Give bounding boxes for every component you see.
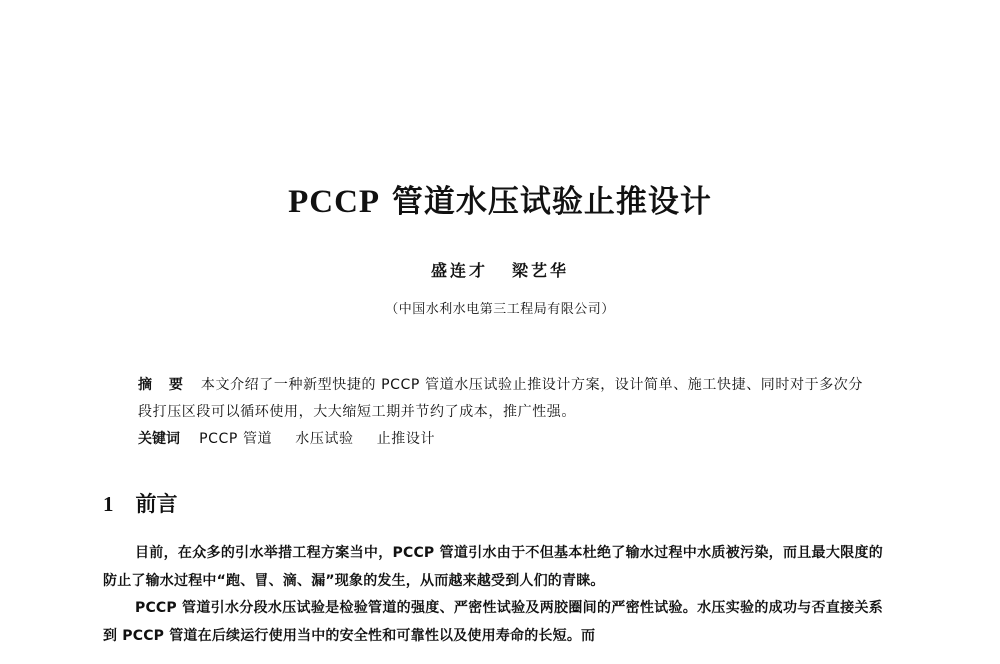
abstract: [138, 372, 866, 426]
title-latin: PCCP: [288, 184, 381, 220]
title-text: 管道水压试验止推设计: [391, 184, 712, 220]
authors: [0, 258, 1000, 281]
keyword: PCCP 管道: [199, 431, 273, 447]
author-name: 盛连才: [430, 261, 488, 280]
affiliation: （中国水利水电第三工程局有限公司）: [385, 302, 615, 317]
keywords-label: 关键词: [138, 431, 180, 447]
section-heading: [103, 488, 178, 518]
abstract-label: 摘 要: [138, 377, 189, 393]
author-name: 梁艺华: [512, 261, 570, 280]
abstract-text: 本文介绍了一种新型快捷的 PCCP 管道水压试验止推设计方案，设计简单、施工快捷、同时对于多次分段打压区段可以循环使用，大大缩短工期并节约了成本，推广性强。: [138, 377, 864, 420]
paragraph: PCCP 管道引水分段水压试验是检验管道的强度、严密性试验及两胶圈间的严密性试验。水压实验的成功与否直接关系到 PCCP 管道在后续运行使用当中的安全性和可靠性以及使用寿命的长短。而: [103, 600, 883, 644]
section-title: 前言: [135, 492, 178, 516]
keyword: 水压试验: [295, 431, 354, 447]
section-number: 1: [103, 492, 114, 516]
paragraph: 目前，在众多的引水举措工程方案当中，PCCP 管道引水由于不但基本杜绝了输水过程中水质被污染，而且最大限度的防止了输水过程中“跑、冒、滴、漏”现象的发生，从而越来越受到人们的青睐。: [103, 545, 883, 589]
paper-title: [0, 176, 1000, 221]
body-text: [103, 540, 883, 650]
keyword: 止推设计: [376, 431, 436, 447]
abstract-block: [138, 372, 866, 453]
keywords: [138, 426, 866, 453]
